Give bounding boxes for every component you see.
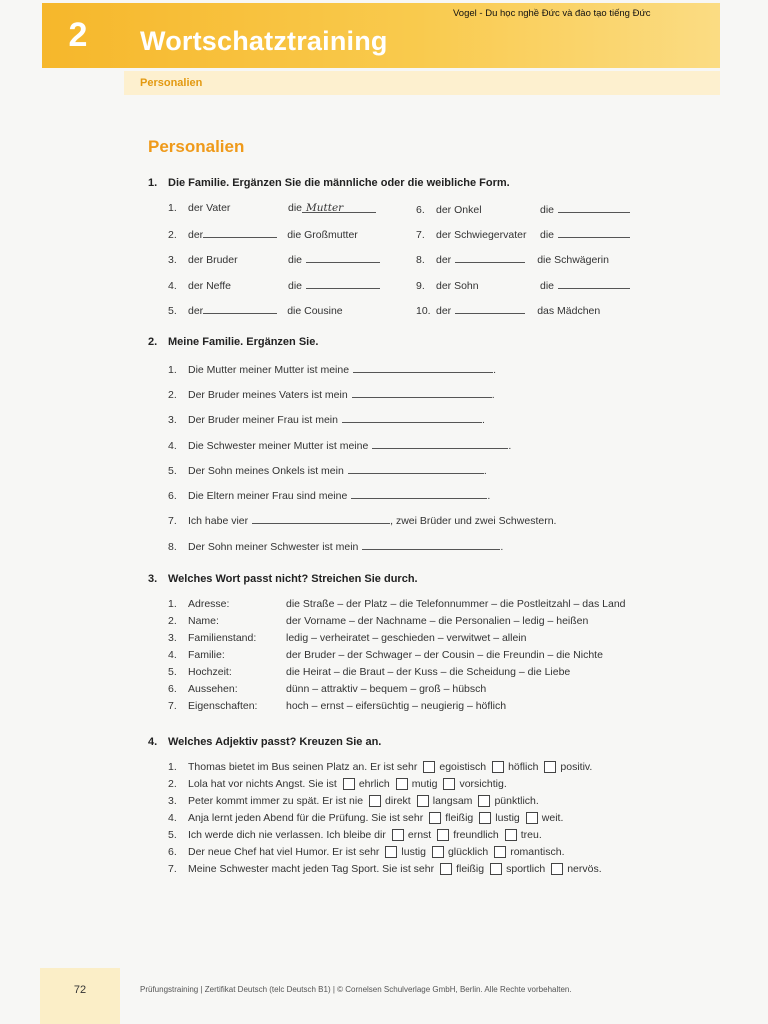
option-label: fleißig	[445, 812, 474, 824]
task-1-heading	[148, 177, 510, 189]
item-number: 4.	[168, 440, 177, 452]
item-text: der	[188, 305, 204, 317]
task1-item	[416, 303, 600, 317]
option-checkbox[interactable]	[544, 761, 556, 773]
option-checkbox[interactable]	[443, 778, 455, 790]
chapter-number: 2	[68, 16, 88, 54]
task4-item	[168, 761, 592, 773]
item-category: Eigenschaften:	[188, 700, 258, 712]
item-text: Der Bruder meiner Frau ist mein	[188, 414, 338, 426]
item-number: 6.	[416, 204, 425, 216]
answer-blank[interactable]	[372, 438, 508, 449]
task-number: 1.	[148, 177, 158, 189]
item-text: die	[540, 280, 555, 292]
task2-item	[168, 539, 503, 553]
option-label: langsam	[432, 795, 473, 807]
item-text: Die Schwester meiner Mutter ist meine	[188, 440, 369, 452]
item-text: der Neffe	[188, 280, 231, 292]
item-text: Der Bruder meines Vaters ist mein	[188, 389, 348, 401]
watermark-text: Vogel - Du học nghề Đức và đào tạo tiếng Đức	[453, 8, 651, 19]
item-text: der Vater	[188, 202, 231, 214]
item-number: 1.	[168, 364, 177, 376]
option-checkbox[interactable]	[417, 795, 429, 807]
task2-item	[168, 513, 556, 527]
task-number: 2.	[148, 336, 158, 348]
option-label: positiv.	[560, 761, 593, 773]
item-category: Name:	[188, 615, 219, 627]
item-text-end: .	[493, 364, 496, 376]
task3-item	[168, 598, 626, 610]
option-label: fleißig	[456, 863, 485, 875]
task-instruction: Welches Adjektiv passt? Kreuzen Sie an.	[168, 736, 382, 748]
task1-item	[168, 278, 380, 292]
item-words[interactable]: ledig – verheiratet – geschieden – verwitwet – allein	[286, 632, 527, 644]
task-number: 3.	[148, 573, 158, 585]
item-number: 2.	[168, 229, 177, 241]
task4-item	[168, 863, 602, 875]
item-text: die Großmutter	[287, 229, 358, 241]
item-number: 7.	[168, 700, 177, 712]
answer-blank[interactable]	[252, 513, 390, 524]
footer-text: Prüfungstraining | Zertifikat Deutsch (telc Deutsch B1) | © Cornelsen Schulverlage GmbH, Berlin. Alle Rechte vorbehalten.	[140, 985, 572, 994]
task-3-heading	[148, 573, 418, 585]
item-number: 5.	[168, 305, 177, 317]
item-text-end: .	[508, 440, 512, 452]
handwritten-answer: Mutter	[306, 202, 344, 214]
item-text: die	[288, 254, 303, 266]
item-text: Ich habe vier	[188, 515, 249, 527]
item-words[interactable]: die Heirat – die Braut – der Kuss – die Scheidung – die Liebe	[286, 666, 571, 678]
option-checkbox[interactable]	[505, 829, 517, 841]
option-checkbox[interactable]	[526, 812, 538, 824]
answer-blank[interactable]	[353, 362, 493, 373]
answer-blank[interactable]	[302, 202, 376, 213]
chapter-subtitle: Personalien	[140, 77, 203, 89]
item-category: Adresse:	[188, 598, 230, 610]
item-number: 2.	[168, 389, 177, 401]
option-label: ernst	[407, 829, 432, 841]
task-instruction: Welches Wort passt nicht? Streichen Sie durch.	[168, 573, 418, 585]
option-label: direkt	[385, 795, 411, 807]
task2-item	[168, 362, 496, 376]
answer-blank[interactable]	[455, 252, 525, 263]
item-category: Familienstand:	[188, 632, 257, 644]
option-checkbox[interactable]	[478, 795, 490, 807]
item-words[interactable]: hoch – ernst – eifersüchtig – neugierig – höflich	[286, 700, 507, 712]
item-text: der Onkel	[436, 204, 482, 216]
item-number: 3.	[168, 795, 177, 807]
subtitle-bar	[124, 71, 720, 95]
task4-item	[168, 812, 563, 824]
item-text: die	[540, 204, 555, 216]
chapter-title: Wortschatztraining	[140, 26, 388, 56]
item-number: 5.	[168, 465, 177, 477]
item-text: Peter kommt immer zu spät. Er ist nie	[188, 795, 364, 807]
task3-item	[168, 615, 588, 627]
item-text: Der neue Chef hat viel Humor. Er ist sehr	[188, 846, 380, 858]
option-label: glücklich	[447, 846, 489, 858]
option-checkbox[interactable]	[492, 761, 504, 773]
item-number: 1.	[168, 761, 177, 773]
item-text: die Schwägerin	[537, 254, 609, 266]
item-number: 4.	[168, 280, 177, 292]
task-instruction: Meine Familie. Ergänzen Sie.	[168, 336, 319, 348]
item-number: 1.	[168, 202, 177, 214]
task1-item	[416, 227, 630, 241]
option-checkbox[interactable]	[343, 778, 355, 790]
answer-blank[interactable]	[362, 539, 500, 550]
task2-item	[168, 387, 495, 401]
task1-item	[168, 202, 376, 214]
task1-item	[416, 252, 609, 266]
item-number: 9.	[416, 280, 425, 292]
task1-item	[168, 303, 343, 317]
option-checkbox[interactable]	[551, 863, 563, 875]
item-number: 5.	[168, 829, 177, 841]
item-text: der Sohn	[436, 280, 479, 292]
item-category: Familie:	[188, 649, 225, 661]
option-checkbox[interactable]	[437, 829, 449, 841]
item-number: 2.	[168, 778, 177, 790]
task3-item	[168, 649, 603, 661]
task1-item	[168, 227, 358, 241]
option-checkbox[interactable]	[429, 812, 441, 824]
item-text: Anja lernt jeden Abend für die Prüfung. Sie ist sehr	[188, 812, 424, 824]
page-number-box	[40, 968, 120, 1024]
item-number: 6.	[168, 683, 177, 695]
item-text: Der Sohn meiner Schwester ist mein	[188, 541, 359, 553]
item-text: Thomas bietet im Bus seinen Platz an. Er ist sehr	[188, 761, 418, 773]
option-label: ehrlich	[358, 778, 390, 790]
answer-blank[interactable]	[342, 412, 482, 423]
task4-item	[168, 778, 507, 790]
item-number: 1.	[168, 598, 177, 610]
item-text-end: .	[483, 465, 487, 477]
item-words[interactable]: der Vorname – der Nachname – die Personalien – ledig – heißen	[286, 615, 589, 627]
item-text-end: .	[487, 490, 491, 502]
item-text: die	[540, 229, 555, 241]
task4-item	[168, 846, 565, 858]
option-label: egoistisch	[439, 761, 487, 773]
item-words[interactable]: dünn – attraktiv – bequem – groß – hübsch	[286, 683, 487, 695]
option-checkbox[interactable]	[385, 846, 397, 858]
option-checkbox[interactable]	[369, 795, 381, 807]
answer-blank[interactable]	[351, 488, 487, 499]
task2-item	[168, 463, 487, 477]
option-label: vorsichtig.	[459, 778, 507, 790]
item-text-end: .	[481, 414, 485, 426]
item-category: Aussehen:	[188, 683, 238, 695]
item-text-end: .	[491, 389, 495, 401]
item-text-end: .	[500, 541, 504, 553]
section-title: Personalien	[148, 137, 245, 156]
option-checkbox[interactable]	[440, 863, 452, 875]
task4-item	[168, 829, 542, 841]
item-number: 2.	[168, 615, 177, 627]
option-label: lustig	[495, 812, 520, 824]
item-number: 8.	[416, 254, 425, 266]
item-text-end: , zwei Brüder und zwei Schwestern.	[390, 515, 557, 527]
item-number: 7.	[416, 229, 425, 241]
task2-item	[168, 488, 490, 502]
item-text: der Bruder	[188, 254, 238, 266]
option-checkbox[interactable]	[494, 846, 506, 858]
item-text: Lola hat vor nichts Angst. Sie ist	[188, 778, 337, 790]
item-number: 8.	[168, 541, 177, 553]
answer-blank[interactable]	[306, 278, 380, 289]
page-number: 72	[73, 984, 87, 996]
task1-item	[416, 278, 630, 292]
option-checkbox[interactable]	[490, 863, 502, 875]
task-number: 4.	[148, 736, 158, 748]
answer-blank[interactable]	[558, 278, 630, 289]
option-label: höflich	[508, 761, 539, 773]
option-checkbox[interactable]	[396, 778, 408, 790]
item-number: 3.	[168, 632, 177, 644]
task3-item	[168, 700, 506, 712]
item-number: 4.	[168, 812, 177, 824]
item-number: 4.	[168, 649, 177, 661]
item-text: die	[288, 202, 303, 214]
item-text: der	[188, 229, 204, 241]
option-label: weit.	[541, 812, 564, 824]
option-label: treu.	[520, 829, 542, 841]
item-number: 7.	[168, 515, 177, 527]
answer-blank[interactable]	[348, 463, 484, 474]
item-words[interactable]: der Bruder – der Schwager – der Cousin – die Freundin – die Nichte	[286, 649, 603, 661]
item-number: 5.	[168, 666, 177, 678]
option-checkbox[interactable]	[479, 812, 491, 824]
answer-blank[interactable]	[203, 303, 277, 314]
item-number: 6.	[168, 846, 177, 858]
item-text: Der Sohn meines Onkels ist mein	[188, 465, 344, 477]
option-label: romantisch.	[510, 846, 565, 858]
item-text: der	[436, 305, 452, 317]
item-number: 6.	[168, 490, 177, 502]
item-number: 10.	[416, 305, 431, 317]
task3-item	[168, 666, 570, 678]
task-2-heading	[148, 336, 318, 348]
item-text: Meine Schwester macht jeden Tag Sport. Sie ist sehr	[188, 863, 435, 875]
item-number: 3.	[168, 254, 177, 266]
item-number: 3.	[168, 414, 177, 426]
option-label: mutig	[411, 778, 438, 790]
task1-item	[416, 202, 630, 216]
option-label: sportlich	[506, 863, 546, 875]
task3-item	[168, 632, 526, 644]
answer-blank[interactable]	[306, 252, 380, 263]
task-4-heading	[148, 736, 381, 748]
answer-blank[interactable]	[558, 202, 630, 213]
task2-item	[168, 438, 511, 452]
item-words[interactable]: die Straße – der Platz – die Telefonnummer – die Postleitzahl – das Land	[286, 598, 626, 610]
item-text: die Cousine	[287, 305, 343, 317]
answer-blank[interactable]	[455, 303, 525, 314]
task3-item	[168, 683, 486, 695]
task-instruction: Die Familie. Ergänzen Sie die männliche oder die weibliche Form.	[168, 177, 510, 189]
answer-blank[interactable]	[352, 387, 492, 398]
item-text: der	[436, 254, 452, 266]
option-label: lustig	[401, 846, 426, 858]
item-number: 7.	[168, 863, 177, 875]
answer-blank[interactable]	[558, 227, 630, 238]
option-checkbox[interactable]	[392, 829, 404, 841]
item-text: der Schwiegervater	[436, 229, 527, 241]
option-label: nervös.	[567, 863, 602, 875]
item-text: Die Mutter meiner Mutter ist meine	[188, 364, 350, 376]
task1-item	[168, 252, 380, 266]
item-text: das Mädchen	[537, 305, 601, 317]
option-checkbox[interactable]	[432, 846, 444, 858]
item-text: Die Eltern meiner Frau sind meine	[188, 490, 348, 502]
task4-item	[168, 795, 539, 807]
answer-blank[interactable]	[203, 227, 277, 238]
item-text: die	[288, 280, 303, 292]
option-checkbox[interactable]	[423, 761, 435, 773]
item-text: Ich werde dich nie verlassen. Ich bleibe dir	[188, 829, 386, 841]
task2-item	[168, 412, 485, 426]
option-label: freundlich	[453, 829, 499, 841]
item-category: Hochzeit:	[188, 666, 232, 678]
option-label: pünktlich.	[494, 795, 539, 807]
